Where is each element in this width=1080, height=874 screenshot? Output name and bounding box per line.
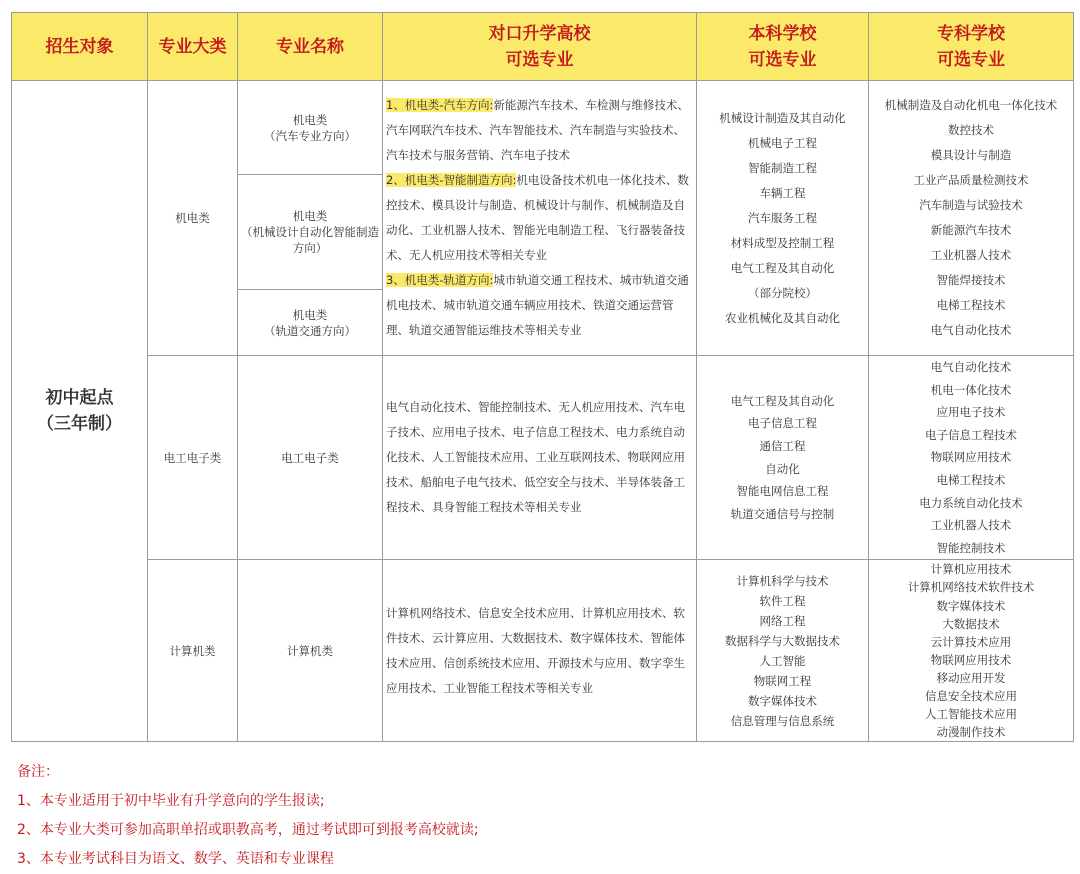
list-item: 汽车服务工程 [748, 210, 817, 225]
upgrade-direction-label: 2、机电类-智能制造方向: [386, 173, 517, 187]
major-name-cell: 机电类 （轨道交通方向） [238, 290, 383, 356]
college-majors-cell [869, 81, 1074, 356]
list-item: 智能电网信息工程 [736, 484, 829, 499]
header-college-schools: 专科学校 可选专业 [869, 13, 1074, 81]
bachelor-majors-cell [697, 560, 869, 742]
upgrade-majors-cell: 1、机电类-汽车方向:新能源汽车技术、车检测与维修技术、汽车网联汽车技术、汽车智能技术、汽车制造与实验技术、汽车技术与服务营销、汽车电子技术 2、机电类-智能制造方向:机电设备技术机电一体化技术、数控技术、模具设计与制造、机械设计与制作、机械制造及自动化、工业机器人技术、智能光电制造工程、飞行器装备技术、无人机应用技术等相关专业 3、机电类-轨道方向:城市轨道交通工程技术、城市轨道交通机电技术、城市轨道交通车辆应用技术、铁道交通运营管理、轨道交通智能运维技术等相关专业 [383, 81, 697, 356]
notes-title: 备注： [17, 764, 59, 780]
header-enrollment-target: 招生对象 [12, 13, 148, 81]
list-item: 信息安全技术应用 [925, 689, 1017, 703]
list-item: 机械制造及自动化机电一体化技术 [884, 98, 1058, 112]
upgrade-majors-cell: 电气自动化技术、智能控制技术、无人机应用技术、汽车电子技术、应用电子技术、电子信息工程技术、电力系统自动化技术、人工智能技术应用、工业互联网技术、物联网应用技术、船舶电子电气技术、低空安全与技术、半导体装备工程技术、具身智能工程技术等相关专业 [383, 356, 697, 560]
note-item: 3、本专业考试科目为语文、数学、英语和专业课程 [17, 851, 334, 867]
list-item: 车辆工程 [759, 185, 806, 200]
list-item: 数字媒体技术 [748, 693, 817, 708]
list-item: 大数据技术 [942, 616, 1000, 631]
list-item: 软件工程 [759, 593, 806, 608]
list-item: 工业产品质量检测技术 [913, 173, 1029, 187]
college-majors-cell [869, 560, 1074, 742]
table-row [12, 356, 1074, 560]
list-item: （部分院校） [748, 285, 817, 300]
note-item: 2、本专业大类可参加高职单招或职教高考，通过考试即可到报考高校就读; [17, 822, 479, 838]
list-item: 移动应用开发 [936, 670, 1006, 685]
header-upgrade-schools: 对口升学高校 可选专业 [383, 13, 697, 81]
list-item: 通信工程 [759, 439, 806, 454]
list-item: 电子信息工程 [748, 416, 817, 431]
table-header-row [12, 13, 1074, 81]
upgrade-direction-label: 3、机电类-轨道方向: [386, 273, 494, 287]
list-item: 数字媒体技术 [936, 598, 1006, 613]
list-item: 电气自动化技术 [930, 323, 1012, 337]
list-item: 电气自动化技术 [930, 360, 1012, 374]
list-item: 电子信息工程技术 [925, 427, 1017, 442]
list-item: 电气工程及其自动化 [730, 393, 835, 408]
list-item: 智能控制技术 [936, 540, 1006, 555]
list-item: 人工智能技术应用 [925, 707, 1017, 722]
list-item: 计算机网络技术软件技术 [907, 580, 1035, 595]
list-item: 人工智能 [759, 653, 806, 668]
list-item: 电梯工程技术 [936, 298, 1006, 312]
list-item: 数据科学与大数据技术 [725, 633, 840, 648]
bachelor-majors-cell [697, 356, 869, 560]
header-major-name: 专业名称 [238, 13, 383, 81]
list-item: 模具设计与制造 [930, 148, 1012, 162]
table-row [12, 560, 1074, 742]
list-item: 工业机器人技术 [930, 518, 1012, 533]
list-item: 机电一体化技术 [930, 382, 1012, 397]
major-name-cell: 电工电子类 [238, 356, 383, 560]
bachelor-majors-cell [697, 81, 869, 356]
list-item: 数控技术 [948, 123, 994, 137]
major-name-cell: 机电类 （汽车专业方向） [238, 81, 383, 175]
major-name-cell: 计算机类 [238, 560, 383, 742]
list-item: 农业机械化及其自动化 [725, 310, 840, 325]
list-item: 动漫制作技术 [936, 725, 1006, 740]
upgrade-majors-cell: 计算机网络技术、信息安全技术应用、计算机应用技术、软件技术、云计算应用、大数据技术、数字媒体技术、智能体技术应用、信创系统技术应用、开源技术与应用、数字孪生应用技术、工业智能工程技术等相关专业 [383, 560, 697, 742]
enrollment-origin-cell: 初中起点 （三年制） [12, 81, 148, 742]
list-item: 自动化 [765, 461, 800, 476]
list-item: 智能焊接技术 [936, 273, 1006, 287]
list-item: 新能源汽车技术 [930, 223, 1012, 237]
list-item: 机械设计制造及其自动化 [719, 110, 846, 125]
list-item: 材料成型及控制工程 [730, 235, 835, 250]
list-item: 应用电子技术 [936, 405, 1006, 420]
list-item: 云计算技术应用 [930, 634, 1012, 649]
header-major-category: 专业大类 [148, 13, 238, 81]
upgrade-direction-label: 1、机电类-汽车方向: [386, 98, 494, 112]
list-item: 信息管理与信息系统 [730, 713, 835, 728]
list-item: 机械电子工程 [748, 135, 817, 150]
enrollment-table-container [11, 12, 1073, 742]
list-item: 电气工程及其自动化 [730, 260, 835, 275]
list-item: 物联网应用技术 [930, 450, 1012, 465]
category-cell: 机电类 [148, 81, 238, 356]
category-cell: 计算机类 [148, 560, 238, 742]
table-row [12, 81, 1074, 175]
list-item: 电力系统自动化技术 [919, 495, 1023, 510]
major-name-cell: 机电类 （机械设计自动化智能制造 方向） [238, 175, 383, 290]
list-item: 智能制造工程 [748, 160, 817, 175]
list-item: 物联网工程 [753, 673, 812, 688]
list-item: 网络工程 [759, 613, 806, 628]
list-item: 汽车制造与试验技术 [919, 198, 1023, 212]
enrollment-table [11, 12, 1074, 742]
header-bachelor-schools: 本科学校 可选专业 [697, 13, 869, 81]
list-item: 计算机应用技术 [930, 562, 1012, 577]
notes-section [17, 758, 479, 874]
list-item: 计算机科学与技术 [736, 573, 829, 588]
note-item: 1、本专业适用于初中毕业有升学意向的学生报读; [17, 793, 325, 809]
list-item: 轨道交通信号与控制 [730, 506, 835, 521]
list-item: 电梯工程技术 [936, 472, 1006, 487]
college-majors-cell [869, 356, 1074, 560]
category-cell: 电工电子类 [148, 356, 238, 560]
list-item: 工业机器人技术 [930, 248, 1012, 262]
list-item: 物联网应用技术 [930, 652, 1012, 667]
